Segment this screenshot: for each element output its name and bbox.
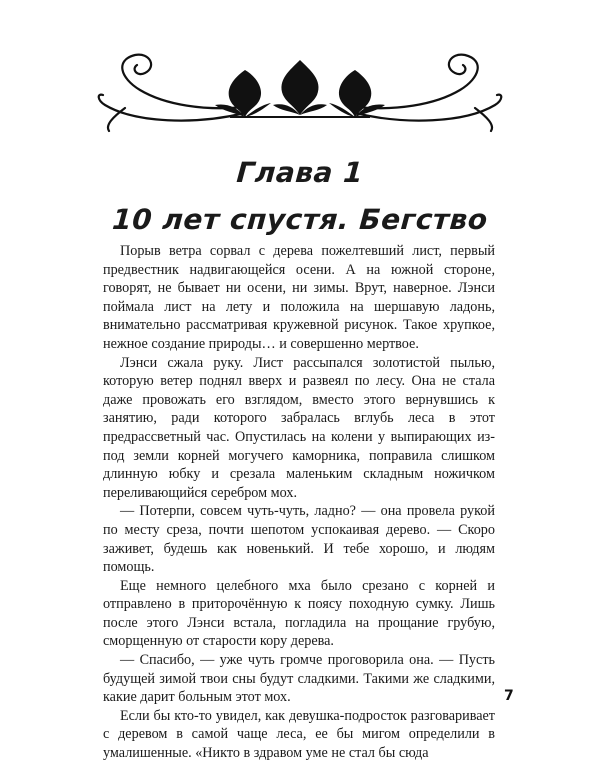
paragraph: — Потерпи, совсем чуть-чуть, ладно? — она провела рукой по месту среза, почти шепотом успокаивая дерево. — Скоро заживет, будешь как новенький. И тебе хорошо, и людям помощь. [103,503,495,576]
paragraph: — Спасибо, — уже чуть громче проговорила она. — Пусть будущей зимой твои сны будут сладкими. Такими же сладкими, какие дарит больным этот мох. [103,652,495,706]
floral-flourish-icon [95,45,505,135]
paragraph: Если бы кто-то увидел, как девушка-подросток разговаривает с деревом в самой чаще леса, ее бы мигом определили в умалишенные. «Никто в здравом уме не стал бы сюда [103,707,495,762]
paragraph: Еще немного целебного мха было срезано с корней и отправлено в приторочённую к поясу походную сумку. Лишь после этого Лэнси встала, погладила на прощание грубую, сморщенную от старости кору дерева. [103,577,495,650]
paragraph: Порыв ветра сорвал с дерева пожелтевший лист, первый предвестник надвигающейся осени. А на южной стороне, говорят, не бывает ни осени, ни зимы. Врут, наверное. Лэнси поймала лист на лету и положила на шершавую ладонь, внимательно рассматривая кружевной рисунок. Такое хрупкое, нежное создание природы… и совершенно мертвое. [103,243,495,352]
chapter-subtitle: 10 лет спустя. Бегство [111,203,489,236]
body-text [103,242,495,763]
page-number: 7 [504,688,514,704]
paragraph: Лэнси сжала руку. Лист рассыпался золотистой пылью, которую ветер поднял вверх и развеял по лесу. Она не стала даже провожать его взглядом, вместо этого вернувшись к занятию, ради которого забралась вглубь леса в этот предрассветный час. Опустилась на колени у выпирающих из-под земли корней могучего каморника, поправила слишком длинную юбку и срезала маленьким складным ножичком переливающийся серебром мох. [103,354,495,501]
chapter-number: Глава 1 [235,156,365,189]
